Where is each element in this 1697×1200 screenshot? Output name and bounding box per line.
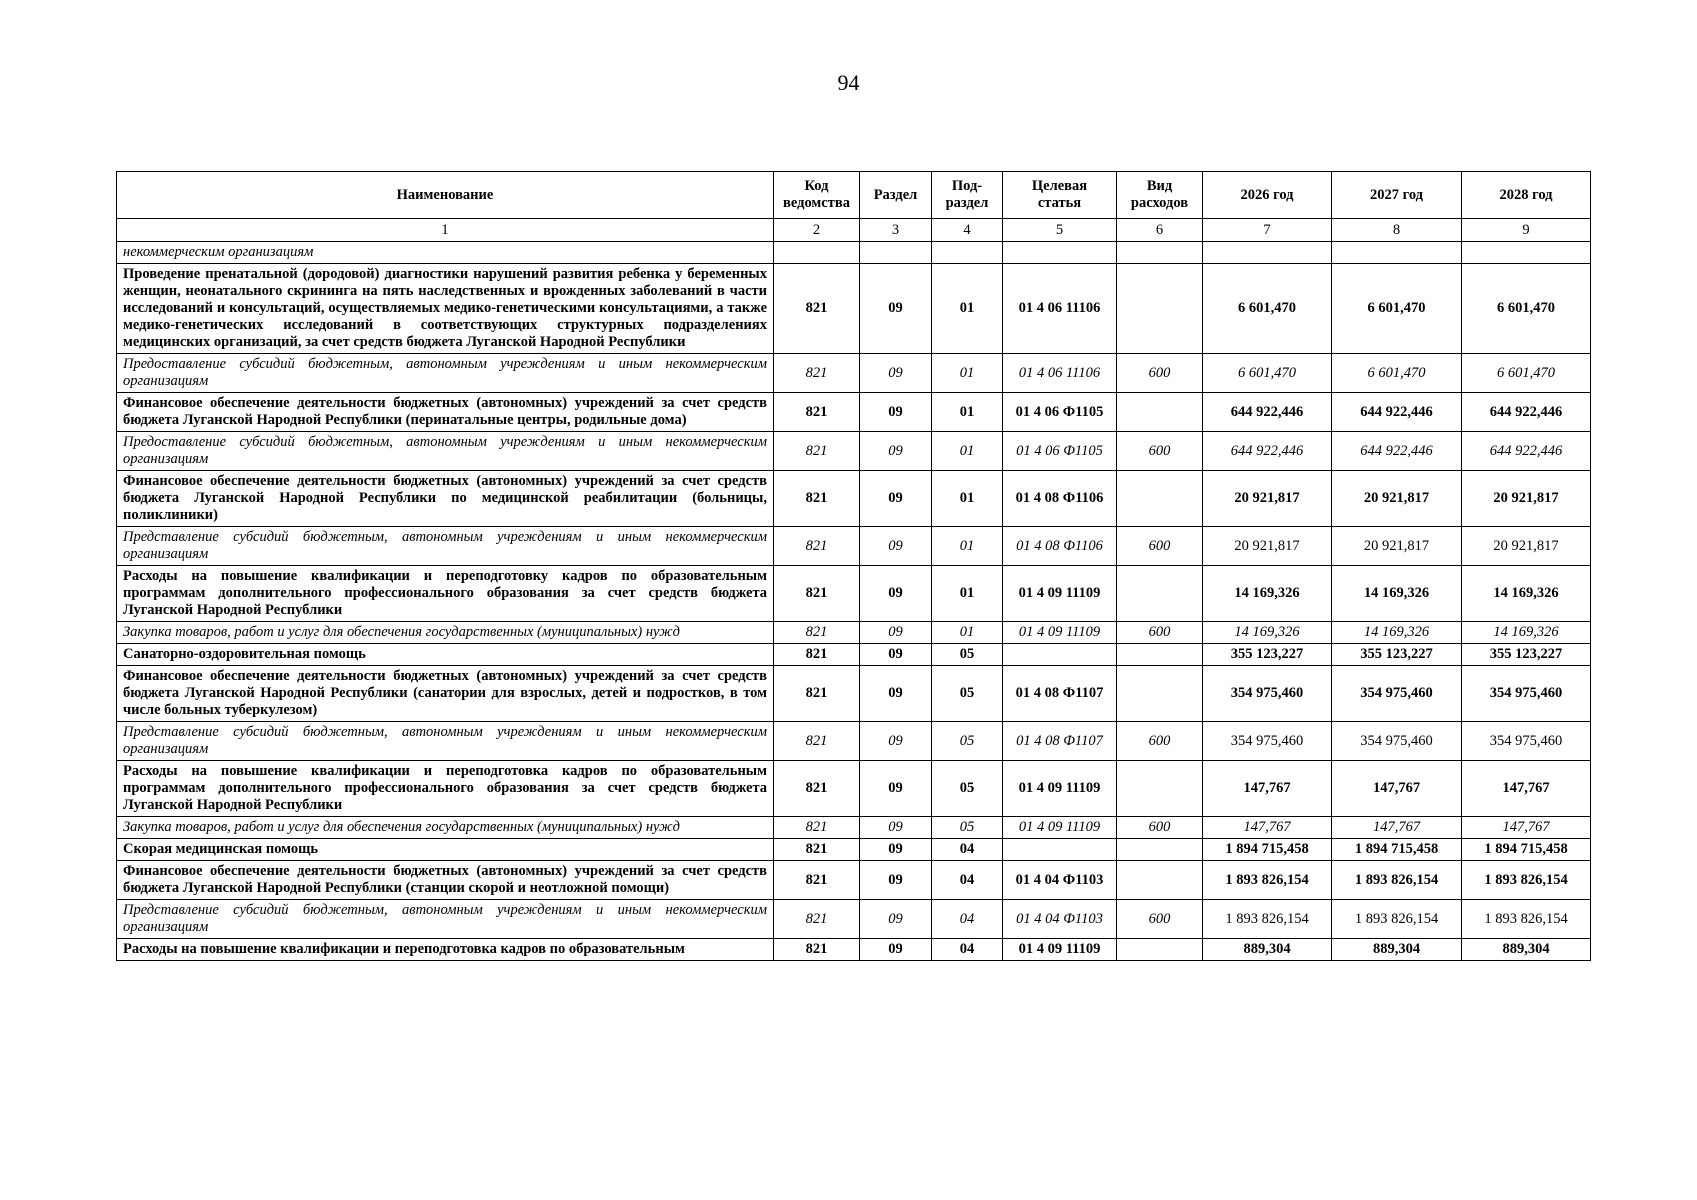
header-subsection: Под-раздел: [932, 172, 1003, 219]
header-year-2027: 2027 год: [1332, 172, 1462, 219]
amount-2027: 20 921,817: [1332, 471, 1462, 527]
target-article: 01 4 09 11109: [1003, 817, 1117, 839]
department-code: 821: [774, 622, 860, 644]
column-number: 5: [1003, 219, 1117, 242]
amount-2027: 1 894 715,458: [1332, 839, 1462, 861]
expense-type: [1117, 861, 1203, 900]
amount-2026: 147,767: [1203, 761, 1332, 817]
subsection-code: 05: [932, 761, 1003, 817]
amount-2028: 6 601,470: [1462, 354, 1591, 393]
row-name: Скорая медицинская помощь: [117, 839, 774, 861]
table-row: [117, 393, 1591, 432]
table-row: [117, 666, 1591, 722]
table-row: [117, 432, 1591, 471]
subsection-code: 05: [932, 722, 1003, 761]
column-number: 8: [1332, 219, 1462, 242]
subsection-code: 01: [932, 471, 1003, 527]
amount-2028: 644 922,446: [1462, 432, 1591, 471]
amount-2026: 1 894 715,458: [1203, 839, 1332, 861]
amount-2027: 889,304: [1332, 939, 1462, 961]
table-row: [117, 242, 1591, 264]
expense-type: [1117, 761, 1203, 817]
target-article: [1003, 644, 1117, 666]
page-number: 94: [837, 70, 860, 95]
row-name: Закупка товаров, работ и услуг для обеспечения государственных (муниципальных) нужд: [117, 622, 774, 644]
column-number: 6: [1117, 219, 1203, 242]
section-code: 09: [860, 722, 932, 761]
target-article: 01 4 04 Ф1103: [1003, 900, 1117, 939]
amount-2026: 147,767: [1203, 817, 1332, 839]
department-code: 821: [774, 471, 860, 527]
table-row: [117, 527, 1591, 566]
amount-2028: 644 922,446: [1462, 393, 1591, 432]
amount-2026: 889,304: [1203, 939, 1332, 961]
table-row: [117, 939, 1591, 961]
amount-2027: 644 922,446: [1332, 393, 1462, 432]
header-department-code: Код ведомства: [774, 172, 860, 219]
column-number: 1: [117, 219, 774, 242]
header-section: Раздел: [860, 172, 932, 219]
table-row: [117, 622, 1591, 644]
subsection-code: 01: [932, 432, 1003, 471]
expense-type: [1117, 242, 1203, 264]
department-code: 821: [774, 432, 860, 471]
section-code: 09: [860, 939, 932, 961]
row-name: Предоставление субсидий бюджетным, автономным учреждениям и иным некоммерческим организациям: [117, 432, 774, 471]
header-year-2028: 2028 год: [1462, 172, 1591, 219]
expense-type: [1117, 471, 1203, 527]
expense-type: [1117, 839, 1203, 861]
table-row: [117, 644, 1591, 666]
row-name: Представление субсидий бюджетным, автономным учреждениям и иным некоммерческим организациям: [117, 900, 774, 939]
amount-2027: 355 123,227: [1332, 644, 1462, 666]
subsection-code: 01: [932, 264, 1003, 354]
section-code: 09: [860, 839, 932, 861]
amount-2027: 14 169,326: [1332, 622, 1462, 644]
table-row: [117, 264, 1591, 354]
section-code: 09: [860, 817, 932, 839]
subsection-code: 01: [932, 566, 1003, 622]
department-code: 821: [774, 666, 860, 722]
department-code: 821: [774, 566, 860, 622]
subsection-code: 04: [932, 861, 1003, 900]
table-row: [117, 722, 1591, 761]
section-code: 09: [860, 264, 932, 354]
amount-2026: 14 169,326: [1203, 622, 1332, 644]
department-code: 821: [774, 354, 860, 393]
amount-2026: 644 922,446: [1203, 393, 1332, 432]
expense-type: [1117, 644, 1203, 666]
row-name: Предоставление субсидий бюджетным, автономным учреждениям и иным некоммерческим организациям: [117, 354, 774, 393]
row-name: Расходы на повышение квалификации и переподготовка кадров по образовательным: [117, 939, 774, 961]
department-code: 821: [774, 761, 860, 817]
header-target-article: Целевая статья: [1003, 172, 1117, 219]
row-name: некоммерческим организациям: [117, 242, 774, 264]
row-name: Расходы на повышение квалификации и переподготовку кадров по образовательным программам дополнительного профессионального образования за счет средств бюджета Луганской Народной Республики: [117, 566, 774, 622]
amount-2027: 14 169,326: [1332, 566, 1462, 622]
target-article: 01 4 08 Ф1107: [1003, 666, 1117, 722]
expense-type: 600: [1117, 817, 1203, 839]
department-code: 821: [774, 644, 860, 666]
expense-type: [1117, 264, 1203, 354]
target-article: 01 4 09 11109: [1003, 622, 1117, 644]
amount-2027: 6 601,470: [1332, 264, 1462, 354]
row-name: Представление субсидий бюджетным, автономным учреждениям и иным некоммерческим организациям: [117, 722, 774, 761]
row-name: Финансовое обеспечение деятельности бюджетных (автономных) учреждений за счет средств бюджета Луганской Народной Республики по медицинской реабилитации (больницы, поликлиники): [117, 471, 774, 527]
target-article: 01 4 04 Ф1103: [1003, 861, 1117, 900]
target-article: 01 4 06 11106: [1003, 354, 1117, 393]
department-code: 821: [774, 527, 860, 566]
row-name: Финансовое обеспечение деятельности бюджетных (автономных) учреждений за счет средств бюджета Луганской Народной Республики (станции скорой и неотложной помощи): [117, 861, 774, 900]
amount-2026: 20 921,817: [1203, 527, 1332, 566]
amount-2027: 1 893 826,154: [1332, 861, 1462, 900]
expense-type: 600: [1117, 354, 1203, 393]
subsection-code: 04: [932, 900, 1003, 939]
table-row: [117, 817, 1591, 839]
expense-type: [1117, 393, 1203, 432]
amount-2028: 147,767: [1462, 761, 1591, 817]
department-code: [774, 242, 860, 264]
section-code: 09: [860, 566, 932, 622]
section-code: 09: [860, 622, 932, 644]
expense-type: [1117, 566, 1203, 622]
amount-2027: 354 975,460: [1332, 722, 1462, 761]
row-name: Санаторно-оздоровительная помощь: [117, 644, 774, 666]
header-name: Наименование: [117, 172, 774, 219]
amount-2028: 354 975,460: [1462, 666, 1591, 722]
subsection-code: 04: [932, 839, 1003, 861]
row-name: Представление субсидий бюджетным, автономным учреждениям и иным некоммерческим организациям: [117, 527, 774, 566]
subsection-code: 04: [932, 939, 1003, 961]
amount-2027: 20 921,817: [1332, 527, 1462, 566]
department-code: 821: [774, 939, 860, 961]
header-year-2026: 2026 год: [1203, 172, 1332, 219]
row-name: Финансовое обеспечение деятельности бюджетных (автономных) учреждений за счет средств бюджета Луганской Народной Республики (перинатальные центры, родильные дома): [117, 393, 774, 432]
amount-2028: 20 921,817: [1462, 527, 1591, 566]
department-code: 821: [774, 817, 860, 839]
amount-2028: 889,304: [1462, 939, 1591, 961]
budget-table: [116, 171, 1591, 961]
subsection-code: 05: [932, 644, 1003, 666]
column-number: 3: [860, 219, 932, 242]
amount-2028: [1462, 242, 1591, 264]
column-number: 9: [1462, 219, 1591, 242]
amount-2028: 6 601,470: [1462, 264, 1591, 354]
amount-2028: 147,767: [1462, 817, 1591, 839]
target-article: 01 4 08 Ф1106: [1003, 471, 1117, 527]
department-code: 821: [774, 264, 860, 354]
expense-type: 600: [1117, 432, 1203, 471]
section-code: 09: [860, 393, 932, 432]
subsection-code: 05: [932, 817, 1003, 839]
amount-2026: 20 921,817: [1203, 471, 1332, 527]
department-code: 821: [774, 722, 860, 761]
target-article: [1003, 839, 1117, 861]
section-code: 09: [860, 432, 932, 471]
subsection-code: 01: [932, 527, 1003, 566]
table-row: [117, 354, 1591, 393]
subsection-code: 01: [932, 354, 1003, 393]
table-row: [117, 900, 1591, 939]
row-name: Финансовое обеспечение деятельности бюджетных (автономных) учреждений за счет средств бюджета Луганской Народной Республики (санатории для взрослых, детей и подростков, в том числе больных туберкулезом): [117, 666, 774, 722]
section-code: 09: [860, 471, 932, 527]
amount-2027: [1332, 242, 1462, 264]
amount-2026: 1 893 826,154: [1203, 900, 1332, 939]
amount-2027: 354 975,460: [1332, 666, 1462, 722]
row-name: Закупка товаров, работ и услуг для обеспечения государственных (муниципальных) нужд: [117, 817, 774, 839]
amount-2026: 1 893 826,154: [1203, 861, 1332, 900]
amount-2026: 355 123,227: [1203, 644, 1332, 666]
amount-2027: 1 893 826,154: [1332, 900, 1462, 939]
budget-body: [117, 242, 1591, 961]
subsection-code: 05: [932, 666, 1003, 722]
table-row: [117, 761, 1591, 817]
amount-2028: 354 975,460: [1462, 722, 1591, 761]
section-code: [860, 242, 932, 264]
section-code: 09: [860, 644, 932, 666]
section-code: 09: [860, 527, 932, 566]
amount-2026: 6 601,470: [1203, 354, 1332, 393]
amount-2026: 354 975,460: [1203, 666, 1332, 722]
expense-type: 600: [1117, 527, 1203, 566]
column-number: 4: [932, 219, 1003, 242]
section-code: 09: [860, 666, 932, 722]
target-article: 01 4 08 Ф1107: [1003, 722, 1117, 761]
table-row: [117, 861, 1591, 900]
expense-type: [1117, 939, 1203, 961]
table-row: [117, 839, 1591, 861]
amount-2028: 1 893 826,154: [1462, 900, 1591, 939]
expense-type: [1117, 666, 1203, 722]
amount-2028: 14 169,326: [1462, 566, 1591, 622]
department-code: 821: [774, 393, 860, 432]
target-article: 01 4 09 11109: [1003, 566, 1117, 622]
column-number: 2: [774, 219, 860, 242]
subsection-code: 01: [932, 622, 1003, 644]
amount-2026: 6 601,470: [1203, 264, 1332, 354]
subsection-code: 01: [932, 393, 1003, 432]
target-article: 01 4 06 Ф1105: [1003, 393, 1117, 432]
table-row: [117, 471, 1591, 527]
section-code: 09: [860, 761, 932, 817]
section-code: 09: [860, 900, 932, 939]
amount-2026: 644 922,446: [1203, 432, 1332, 471]
subsection-code: [932, 242, 1003, 264]
target-article: [1003, 242, 1117, 264]
amount-2028: 1 893 826,154: [1462, 861, 1591, 900]
target-article: 01 4 06 11106: [1003, 264, 1117, 354]
column-number-row: [117, 219, 1591, 242]
expense-type: 600: [1117, 722, 1203, 761]
row-name: Расходы на повышение квалификации и переподготовка кадров по образовательным программам дополнительного профессионального образования за счет средств бюджета Луганской Народной Республики: [117, 761, 774, 817]
target-article: 01 4 08 Ф1106: [1003, 527, 1117, 566]
expense-type: 600: [1117, 622, 1203, 644]
amount-2026: [1203, 242, 1332, 264]
amount-2026: 354 975,460: [1203, 722, 1332, 761]
amount-2027: 147,767: [1332, 761, 1462, 817]
header-expense-type: Вид расходов: [1117, 172, 1203, 219]
table-row: [117, 566, 1591, 622]
department-code: 821: [774, 839, 860, 861]
target-article: 01 4 09 11109: [1003, 939, 1117, 961]
amount-2027: 644 922,446: [1332, 432, 1462, 471]
amount-2028: 14 169,326: [1462, 622, 1591, 644]
amount-2028: 1 894 715,458: [1462, 839, 1591, 861]
amount-2027: 6 601,470: [1332, 354, 1462, 393]
department-code: 821: [774, 900, 860, 939]
section-code: 09: [860, 861, 932, 900]
section-code: 09: [860, 354, 932, 393]
amount-2026: 14 169,326: [1203, 566, 1332, 622]
header-row: [117, 172, 1591, 219]
department-code: 821: [774, 861, 860, 900]
amount-2027: 147,767: [1332, 817, 1462, 839]
target-article: 01 4 06 Ф1105: [1003, 432, 1117, 471]
expense-type: 600: [1117, 900, 1203, 939]
amount-2028: 355 123,227: [1462, 644, 1591, 666]
amount-2028: 20 921,817: [1462, 471, 1591, 527]
column-number: 7: [1203, 219, 1332, 242]
target-article: 01 4 09 11109: [1003, 761, 1117, 817]
row-name: Проведение пренатальной (дородовой) диагностики нарушений развития ребенка у беременных женщин, неонатального скрининга на пять наследственных и врожденных заболеваний в части исследований и консультаций, осуществляемых медико-генетическими консультациями, а также медико-генетических исследований в соответствующих структурных подразделениях медицинских организаций, за счет средств бюджета Луганской Народной Республики: [117, 264, 774, 354]
